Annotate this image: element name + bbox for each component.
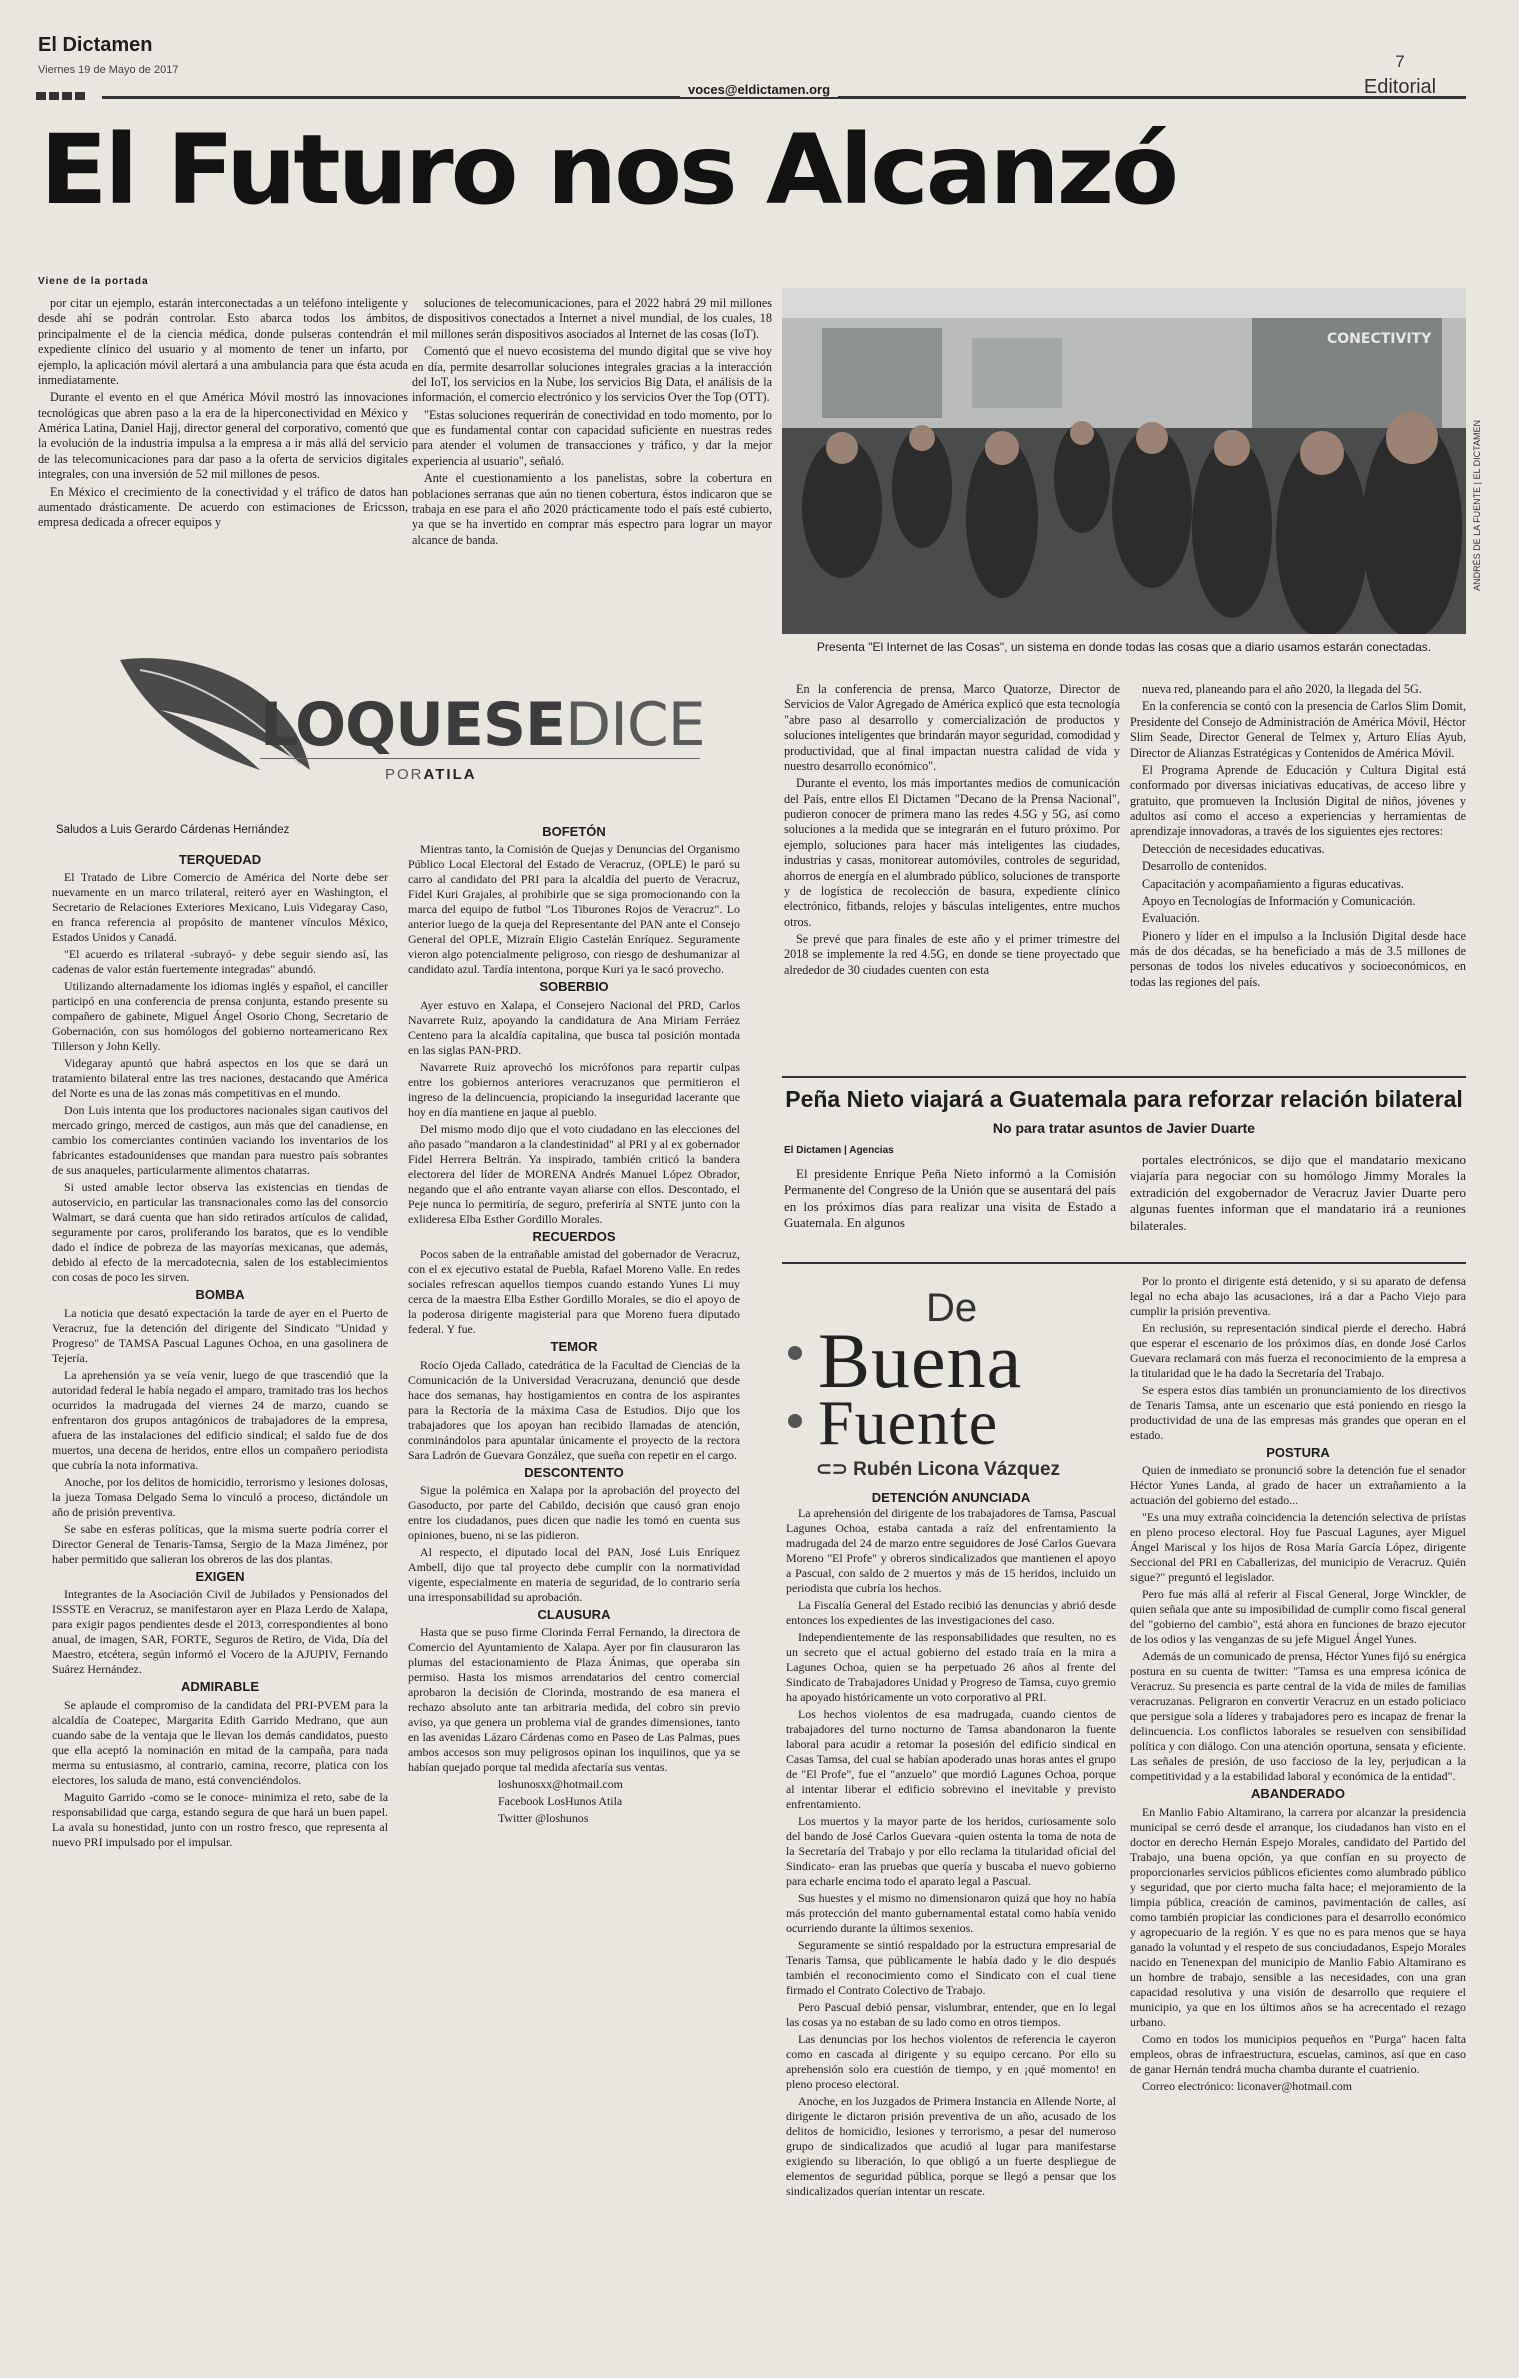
booth-sign: CONECTIVITY <box>1327 331 1432 347</box>
contact-line[interactable]: loshunosxx@hotmail.com <box>498 1777 623 1792</box>
photo-caption: Presenta "El Internet de las Cosas", un sistema en donde todas las cosas que a diario usamos estarán conectadas. <box>816 640 1432 654</box>
paragraph: nueva red, planeando para el año 2020, la llegada del 5G. <box>1142 682 1422 696</box>
paragraph: por citar un ejemplo, estarán interconectadas a un teléfono inteligente y desde ahí se podrán controlar. Esto abarca todos los ámbitos, principalmente el de la ciencia médica, donde pulseras contendrán el expediente clínico del usuario y al momento de tener un infarto, por ejemplo, la aplicación móvil alertará a una ambulancia para que ésta acuda inmediatamente. <box>38 296 408 387</box>
paragraph: "El acuerdo es trilateral -subrayó- y debe seguir siendo así, las cadenas de valor están fuertemente integradas" abundó. <box>52 947 388 977</box>
paragraph: Además de un comunicado de prensa, Héctor Yunes fijó su enérgica postura en su cuenta de twitter: "Tamsa es una empresa icónica de Veracruz. Su presencia es parte central de la vida de miles de familias veracruzanas. Peligraron en convertir Veracruz en un estado policiaco que persigue sola a líderes y trabajadores pero es incapaz de frenar la delincuencia. Los conflictos laborales se resuelven con sensibilidad política y con diálogo. Con una atención oportuna, sensata y eficiente. Las señales de presión, de uso faccioso de la ley, perjudican a la competitividad y a la estabilidad laboral y económica de la entidad". <box>1130 1649 1466 1784</box>
section-heading: BOMBA <box>195 1287 245 1303</box>
main-article-col3 <box>784 682 1120 980</box>
paragraph: En Manlio Fabio Altamirano, la carrera por alcanzar la presidencia municipal se cerró desde el arranque, los ciudadanos han visto en el doctor en derecho Hernán Espejo Morales, candidato del Partido del Trabajo, una buena opción, ya que confían en su proyecto de proporcionarles servicios públicos eficientes como alumbrado público y seguridad, que por cierto mucha falta hace; el mejoramiento de la limpia pública, creación de caminos, pavimentación de calles, así como también propiciar las condiciones para el desarrollo económico y agropecuario de la región. Y es que no es para menos que se haya ganado la voluntad y el respeto de sus conciudadanos, Espejo Morales nacido en Tenenexpan del municipio de Manlio Fabio Altamirano es un hombre de trabajo, sensible a las necesidades, con una gran capacidad resolutiva y una visión de desarrollo que requiere el municipio, ya que en los últimos años se ha acrecentado el rezago urbano. <box>1130 1804 1466 2029</box>
paragraph: Ante el cuestionamiento a los panelistas, sobre la cobertura en poblaciones serranas que aún no tienen cobertura, éstos indicaron que se trabaja en ese para el año 2020 prácticamente todo el país esté cubierto, ya que se ha invertido en comprar más espectro para lograr un mayor alcance de banda. <box>412 471 772 547</box>
paragraph: La noticia que desató expectación la tarde de ayer en el Puerto de Veracruz, fue la detención del dirigente del Sindicato "Unidad y Progreso" de TAMSA Pascual Lagunes Ochoa, en una gasolinera de Tejería. <box>52 1305 388 1365</box>
paragraph: Detección de necesidades educativas. <box>1142 841 1325 856</box>
paragraph: Independientemente de las responsabilidades que resulten, no es un secreto que el actual gobierno del estado traía en la mira a Lagunes Ochoa, quien se ha perpetuado 26 años al frente del Sindicato de Trabajadores Unidad y Progreso de Tamsa, cuyo gremio ha apoyado históricamente un voto corporativo al PRI. <box>786 1630 1116 1704</box>
section-name: Editorial <box>1363 76 1437 98</box>
newspaper-name: El Dictamen <box>38 34 153 56</box>
contact-line[interactable]: Twitter @loshunos <box>498 1811 589 1826</box>
section-heading: TERQUEDAD <box>178 852 262 867</box>
kicker: Viene de la portada <box>38 276 149 287</box>
section-heading: ABANDERADO <box>1251 1786 1345 1802</box>
paragraph: Apoyo en Tecnologías de Información y Comunicación. <box>1142 893 1416 908</box>
paragraph: Pocos saben de la entrañable amistad del gobernador de Veracruz, con el ex ejecutivo estatal de Puebla, Rafael Moreno Valle. En redes sociales refrescan aquellos tiempos cuando estando Yunes Li muy cerca de la maestra Elba Esther Gordillo Morales, se dio el apoyo de la poderosa dirigente magisterial para que Moreno fuera diputado federal. Y fue. <box>408 1247 740 1337</box>
paragraph: Si usted amable lector observa las existencias en tiendas de autoservicio, en particular las transnacionales como las del consorcio Walmart, se dará cuenta que han sido retirados artículos de calidad, seguramente por caros, proliferando los baratos, que es lo vendible dado el índice de pobreza de las mayorías mexicanas, que además, debido al efecto de la mercadotecnia, salen de los establecimientos con cosas de poco les sirven. <box>52 1180 388 1285</box>
paragraph: La Fiscalía General del Estado recibió las denuncias y abrió desde entonces los expedientes de las investigaciones del caso. <box>786 1598 1116 1627</box>
pena-subheadline: No para tratar asuntos de Javier Duarte <box>992 1120 1256 1136</box>
logo-byline: PORATILA <box>385 766 477 783</box>
page-number: 7 <box>1395 52 1405 71</box>
paragraph: Quien de inmediato se pronunció sobre la detención fue el senador Héctor Yunes Landa, al grado de hacer un extrañamiento a la actuación del gobierno del estado... <box>1130 1463 1466 1508</box>
paragraph: Don Luis intenta que los productores nacionales sigan cautivos del mercado gringo, merced de castigos, aun más que del canadiense, en cambio los comerciantes continúen vaciando los inventarios de los fabricantes estadounidenses que mandan para nuestro país sobrantes de sus anaqueles, particularmente alimentos chatarras. <box>52 1103 388 1178</box>
paragraph: Pero fue más allá al referir al Fiscal General, Jorge Winckler, de quien señala que ante su imposibilidad de cumplir como fiscal general del "gobierno del cambio", está ahora en funciones de brazo ejecutor de los odios y las venganzas de su jefe Miguel Ángel Yunes. <box>1130 1587 1466 1647</box>
paragraph: Al respecto, el diputado local del PAN, José Luis Enríquez Ambell, dijo que tal proyecto debe cumplir con la normatividad vigente, especialmente en materia de seguridad, de lo contrario sería una irresponsabilidad su aprobación. <box>408 1544 740 1604</box>
main-headline: El Futuro nos Alcanzó <box>40 114 1177 226</box>
paragraph: Seguramente se sintió respaldado por la estructura empresarial de Tenaris Tamsa, que públicamente le había dado y le dio después también el reconocimiento como el Sindicato con el cual tiene firmado el Contrato Colectivo de Trabajo. <box>786 1938 1116 1997</box>
paragraph: Correo electrónico: liconaver@hotmail.com <box>1142 2078 1353 2093</box>
main-article-col2 <box>412 296 772 550</box>
paragraph: Navarrete Ruiz aprovechó los micrófonos para repartir culpas entre los gobiernos anteriores veracruzanos que permitieron el ingreso de la delincuencia, propiciando la inseguridad lacerante que hoy en día mantiene en jaque al pueblo. <box>408 1059 740 1119</box>
paragraph: Maguito Garrido -como se le conoce- minimiza el reto, sabe de la responsabilidad que carga, estando segura de que hará un buen papel. La avala su honestidad, junto con un rostro fresco, que representa al nuevo PRI impulsado por el impulsar. <box>52 1789 388 1849</box>
paragraph: Como en todos los municipios pequeños en "Purga" hacen falta empleos, obras de infraestructura, escuelas, caminos, así que en caso de ganar Hernán tendrá mucha chamba durante el cuatrienio. <box>1130 2031 1466 2076</box>
greeting: Saludos a Luis Gerardo Cárdenas Hernández <box>56 824 290 836</box>
main-article-col4 <box>1130 682 1466 992</box>
column-logo-loquesedice <box>100 640 705 790</box>
section-heading: DESCONTENTO <box>524 1464 624 1480</box>
paragraph: En México el crecimiento de la conectividad y el tráfico de datos han aumentado drásticamente. De acuerdo con estimaciones de Ericsson, empresa dedicada a ofrecer equipos y <box>38 484 408 530</box>
main-article-col1 <box>38 296 408 533</box>
paragraph: "Estas soluciones requerirán de conectividad en todo momento, por lo que es fundamental contar con capacidad suficiente en nuestras redes para atender el volumen de transacciones y tráfico, y dar la mejor experiencia al usuario", señaló. <box>412 407 772 468</box>
paragraph: Se aplaude el compromiso de la candidata del PRI-PVEM para la alcaldía de Coatepec, Margarita Edith Garrido Medrano, que aun cuando sabe de la ventaja que le llevan los demás candidatos, puesto que ella aceptó la nominación en mitad de la campaña, para nada merma su entusiasmo, al contrario, camina, recorre, platica con los electores, los saluda de mano, está convenciéndolos. <box>52 1697 388 1787</box>
buena-fuente-title: DETENCIÓN ANUNCIADA <box>871 1490 1031 1505</box>
section-heading: BOFETÓN <box>542 824 606 839</box>
contact-line[interactable]: Facebook LosHunos Atila <box>498 1794 623 1809</box>
divider <box>782 1076 1466 1078</box>
paragraph: En reclusión, su representación sindical pierde el derecho. Habrá que esperar el escenario de los próximos días, en donde José Carlos Guevara reclamará con más fuerza el reconocimiento de la empresa a la titularidad que le ha dado la Secretaría del Trabajo. <box>1130 1321 1466 1380</box>
paragraph: Sus huestes y el mismo no dimensionaron quizá que hoy no había más protección del manto gubernamental estatal como había venido ocurriendo durante la últimos sexenios. <box>786 1891 1116 1935</box>
paragraph: La aprehensión ya se veía venir, luego de que trascendió que la autoridad federal le había negado el amparo, tramitado tras los hechos ocurridos la madrugada del viernes 24 de marzo, cuando se enfrentaron dos grupos antagónicos de trabajadores de la empresa, afuera de las instalaciones del edificio sindical; el saldo fue de dos muertos, una decena de heridos, entre ellos un compañero periodista que cubría la nota informativa. <box>52 1367 388 1472</box>
rule-dots <box>36 92 85 100</box>
paragraph: Las denuncias por los hechos violentos de referencia le cayeron como en cascada al dirigente y su equipo cercano. Por ello su aprehensión solo era cuestión de tiempo, y en ¡qué momento! en pleno proceso electoral. <box>786 2032 1116 2091</box>
section-heading: CLAUSURA <box>537 1606 611 1622</box>
column-right <box>408 824 740 1828</box>
paragraph: Durante el evento, los más importantes medios de comunicación del País, entre ellos El Dictamen "Decano de la Prensa Nacional", pudieron conocer de primera mano las redes 4.5G y 5G, así como soluciones a la medida que se integrarán en el futuro próximo. Por ejemplo, soluciones para hacer más inteligentes las ciudades, industrias y casas, monitorear automóviles, controles de seguridad, ahorros de energía en el alumbrado público, soluciones de transporte y de logística de recolección de basura, expediente clínico electrónico, fitbands, relojes y básculas inteligentes, entre muchos otros. <box>784 776 1120 929</box>
pena-headline: Peña Nieto viajará a Guatemala para reforzar relación bilateral <box>785 1086 1463 1112</box>
section-heading: POSTURA <box>1266 1445 1330 1460</box>
paragraph: Anoche, por los delitos de homicidio, terrorismo y lesiones dolosas, la jueza Tomasa Delgado Sema lo vinculó a proceso, dictándole un año de prisión preventiva. <box>52 1474 388 1519</box>
author-name: ⊂⊃ Rubén Licona Vázquez <box>816 1459 1061 1480</box>
pena-byline: El Dictamen | Agencias <box>784 1145 894 1156</box>
crowd-illustration <box>782 288 1466 634</box>
paragraph: Rocío Ojeda Callado, catedrática de la Facultad de Ciencias de la Comunicación de la Universidad Veracruzana, denunció que desde hace dos semanas, hay hostigamientos en contra de los aspirantes para la Rectoría de la máxima Casa de Estudios. Dijo que los trabajadores que los apoyan han recibido llamadas de atención, conminándolos para apuntalar únicamente el proyecto de la rectora Sara Ladrón de Guevara González, que sueña con repetir en el cargo. <box>408 1357 740 1462</box>
paragraph: Pero Pascual debió pensar, vislumbrar, entender, que en lo legal las cosas ya no estaban de su lado como en otros tiempos. <box>786 2000 1116 2029</box>
paragraph: Por lo pronto el dirigente está detenido, y si su aparato de defensa legal no echa abajo las acusaciones, irá a dar a Pacho Viejo para cumplir la prisión preventiva. <box>1130 1274 1466 1318</box>
buena-fuente-left <box>786 1506 1116 2201</box>
pena-col1: El presidente Enrique Peña Nieto informó a la Comisión Permanente del Congreso de la Unión que se ausentará del país en los próximos días para realizar una visita de Estado a Guatemala. En algunos <box>784 1166 1116 1231</box>
paragraph: Desarrollo de contenidos. <box>1142 859 1267 874</box>
section-heading: SOBERBIO <box>539 979 609 995</box>
bullet-icon <box>788 1414 802 1428</box>
section-heading: ADMIRABLE <box>181 1679 259 1695</box>
pena-col2: portales electrónicos, se dijo que el mandatario mexicano viajaría para negociar con su homólogo Jimmy Morales la extradición del exgobernador de Veracruz Javier Duarte pero algunas fuentes informan que el mandatario irá a reuniones bilaterales. <box>1130 1152 1466 1233</box>
paragraph: El Tratado de Libre Comercio de América del Norte debe ser nuevamente en un marco trilateral, reiteró ayer en Washington, el Secretario de Relaciones Exteriores Mexicano, Luis Videgaray Caso, en franca referencia al propósito de mantener vínculos México, Estados Unidos y Canadá. <box>52 870 388 945</box>
paragraph: Se espera estos días también un pronunciamiento de los directivos de Tenaris Tamsa, ante un escenario que está poniendo en riesgo la productividad de una de las empresas más grandes que operan en el estado. <box>1130 1383 1466 1442</box>
paragraph: Se prevé que para finales de este año y el primer trimestre del 2018 se implemente la red 4.5G, en donde se tiene proyectado que alrededor de 30 ciudades cuenten con esta <box>784 932 1120 977</box>
divider <box>782 1262 1466 1264</box>
paragraph: Sigue la polémica en Xalapa por la aprobación del proyecto del Gasoducto, por parte del Cabildo, decisión que causó gran enojo entre los ciudadanos, pues dicen que nadie les tomó en cuenta sus opiniones, bueno, ni se las pidieron. <box>408 1482 740 1542</box>
section-heading: TEMOR <box>550 1339 598 1355</box>
photo-credit: ANDRÉS DE LA FUENTE | EL DICTAMEN <box>1472 420 1482 591</box>
paragraph: El Programa Aprende de Educación y Cultura Digital está conformado por diversas iniciativas educativas, de acceso libre y gratuito, que promueven la Inclusión Digital de niños, jóvenes y adultos así como el acceso a experiencias y herramientas de aprendizaje innovadoras, a través de los siguientes ejes rectores: <box>1130 762 1466 839</box>
paragraph: Hasta que se puso firme Clorinda Ferral Fernando, la directora de Comercio del Ayuntamiento de Xalapa. Ayer por fin clausuraron las plumas del estacionamiento de Plaza Ánimas, que operaba sin permiso. Hasta los mismos arrendatarios del centro comercial aprobaron la decisión de Clorinda, mostrando de esa manera el rechazo absoluto ante tan arbitraria medida, del cobro sin previo aviso, ya que genera un problema vial de grandes dimensiones, tanto en las avenidas Lázaro Cárdenas como en Paseo de Las Palmas, pues ambos accesos son muy peligrosos opinan los inquilinos, que ya se habían quejado porque tal medida afectaría sus ventas. <box>408 1625 740 1775</box>
paragraph: "Es una muy extraña coincidencia la detención selectiva de priístas en pleno proceso electoral. Hoy fue Pascual Lagunes, ayer Miguel Ángel Mariscal y los hijos de Rosa María García López, dirigente Seccional del PRI en Caballerizas, del municipio de Veracruz. Quién sigue?" preguntó el legislador. <box>1130 1510 1466 1585</box>
paragraph: En la conferencia se contó con la presencia de Carlos Slim Domit, Presidente del Consejo de Administración de América Móvil, Héctor Slim Seade, Director General de Telmex y, Arturo Elías Ayub, Director de Alianzas Estratégicas y Contenidos de América Móvil. <box>1130 699 1466 760</box>
event-photo <box>782 288 1466 634</box>
paragraph: Evaluación. <box>1142 911 1200 926</box>
paragraph: Del mismo modo dijo que el voto ciudadano en las elecciones del año pasado "mandaron a la clandestinidad" al PRI y al ex gobernador Fidel Herrera Beltrán. Ya inspirado, también criticó la bandera electorera del líder de MORENA Andrés Manuel López Obrador, negando que el año entrante vayan aliarse con ellos. Descontado, el Peje nunca lo permitiría, de seguro, preferiría al SNTE junto con la exlideresa Elba Esther Gordillo Morales. <box>408 1121 740 1226</box>
contact-email[interactable]: voces@eldictamen.org <box>680 82 838 97</box>
paragraph: Capacitación y acompañamiento a figuras educativas. <box>1142 876 1404 891</box>
column-left <box>52 852 388 1852</box>
paragraph: soluciones de telecomunicaciones, para el 2022 habrá 29 mil millones de dispositivos conectados a Internet a nivel mundial, de los cuales, 18 mil millones serán dispositivos asociados al Internet de las cosas (IoT). <box>412 296 772 341</box>
paragraph: Los hechos violentos de esa madrugada, cuando cientos de trabajadores del turno nocturno de Tamsa abandonaron la fuente laboral para acudir a retomar la posesión del edificio sindical en Casas Tamsa, del cual se habían apoderado unas horas antes el grupo de "El Profe", fue el "anzuelo" que mordió Lagunes Ochoa, porque al intentar liberar el edificio sobrevino el inevitable y previsto enfrentamiento. <box>786 1707 1116 1811</box>
paragraph: Durante el evento en el que América Móvil mostró las innovaciones tecnológicas que abren paso a la era de la hiperconectividad en México y América Latina, Daniel Hajj, director general del corporativo, comentó que la evolución de la industria impulsa a la empresa a ir más allá del servicio de las telecomunicaciones para dar paso a la oferta de servicios digitales integrales, con una inversión de 52 mil millones de pesos. <box>38 390 408 482</box>
paragraph: Se sabe en esferas políticas, que la misma suerte podría correr el Director General de Tenaris-Tamsa, Sergio de la Maza Jiménez, por haber permitido que salieran los obreros de las dos plantas. <box>52 1521 388 1566</box>
paragraph: Los muertos y la mayor parte de los heridos, curiosamente solo del bando de José Carlos Guevara -quien ostenta la toma de nota de la Secretaría del Trabajo y por ello reclama la titularidad oficial del Sindicato- eran las pruebas que quería y buscaba el nuevo gobierno para echarle encima todo el aparato legal a Pascual. <box>786 1814 1116 1888</box>
paragraph: Comentó que el nuevo ecosistema del mundo digital que se vive hoy en día, permite desarrollar soluciones integrales gracias a la interacción del IoT, los servicios en la Nube, los servicios Big Data, el análisis de la información, el comercio electrónico y los servicios Over the Top (OTT). <box>412 344 772 405</box>
paragraph: Pionero y líder en el impulso a la Inclusión Digital desde hace más de dos décadas, se ha beneficiado a más de 3.5 millones de personas de todos los niveles educativos y socioeconómicos, en todas las regiones del país. <box>1130 928 1466 989</box>
paragraph: Integrantes de la Asociación Civil de Jubilados y Pensionados del ISSSTE en Veracruz, se manifestaron ayer en Plaza Lerdo de Xalapa, para exigir pagos pendientes desde el 2013, correspondientes al bono anual, de imagen, SAR, FORTE, Seguros de Retiro, de Vida, Día del Maestro, etcétera, según informó el Vocero de la AJUPIV, Fernando Suárez Hernández. <box>52 1587 388 1677</box>
paragraph: Mientras tanto, la Comisión de Quejas y Denuncias del Organismo Público Local Electoral del Estado de Veracruz, (OPLE) le paró su carro al candidato del PRI para la alcaldía del puerto de Veracruz, Fidel Kuri Grajales, al prohibirle que se siga promocionando con la marca del equipo de futbol "Los Tiburones Rojos de Veracruz". Lo anterior luego de la queja del Representante del PAN ante el Consejo General del OPLE, Mizraín Eligio Castelán Enríquez. Seguramente vieron algo potencialmente peligroso, con riesgo de deshumanizar al candidato azul. Tardía intentona, porque Kuri ya le sacó provecho. <box>408 842 740 977</box>
issue-date: Viernes 19 de Mayo de 2017 <box>38 64 179 76</box>
paragraph: La aprehensión del dirigente de los trabajadores de Tamsa, Pascual Lagunes Ochoa, estaba cantada a raíz del enfrentamiento la madrugada del 24 de marzo entre seguidores de José Carlos Guevara Moreno "El Profe" y obreros sindicalizados que mantienen el apoyo a Pascual, con saldo de 2 muertos y más de 15 heridos, incluido un periodista que cubría los hechos. <box>786 1506 1116 1595</box>
column-logo-debuenafuente: De Buena Fuente ⊂⊃ Rubén Licona Vázquez <box>776 1286 1126 1486</box>
section-heading: RECUERDOS <box>532 1228 616 1244</box>
paragraph: Videgaray apuntó que habrá aspectos en los que se dará un tratamiento bilateral entre las tres naciones, destacando que América del Norte es una de las zonas más competitivas en el mundo. <box>52 1056 388 1101</box>
bullet-icon <box>788 1346 802 1360</box>
buena-fuente-right <box>1130 1274 1466 2096</box>
paragraph: Anoche, en los Juzgados de Primera Instancia en Allende Norte, al dirigente le dictaron prisión preventiva de un año, acusado de los delitos de homicidio, lesiones y terrorismo, a pesar del numeroso grupo de sindicalizados que acudió al lugar para manifestarse exigiendo su liberación, lo que obligó a un fuerte despliegue de elementos de seguridad pública, porque se llegó a pensar que los sindicalizados querían intentar un rescate. <box>786 2094 1116 2198</box>
section-heading: EXIGEN <box>195 1568 245 1584</box>
paragraph: Utilizando alternadamente los idiomas inglés y español, el canciller participó en una conferencia de prensa conjunta, estando presente su compañero de gabinete, Miguel Ángel Osorio Chong, Secretario de Gobernación, con sus homólogos del gobierno norteamericano Rex Tillerson y John Kelly. <box>52 979 388 1054</box>
logo-wordmark: LOQUESEDICE <box>260 690 705 760</box>
paragraph: En la conferencia de prensa, Marco Quatorze, Director de Servicios de Valor Agregado de América explicó que esta tecnología "abre paso al desarrollo y comercialización de productos y soluciones inteligentes que brindarán mayor seguridad, comodidad y productividad, que al final impactan nuestra calidad de vida y nuestro desarrollo económico". <box>784 682 1120 773</box>
paragraph: Ayer estuvo en Xalapa, el Consejero Nacional del PRD, Carlos Navarrete Ruiz, apoyando la candidatura de Ana Miriam Ferráez Centeno para la alcaldía capitalina, que busca tal posición montada en las siglas PAN-PRD. <box>408 997 740 1057</box>
